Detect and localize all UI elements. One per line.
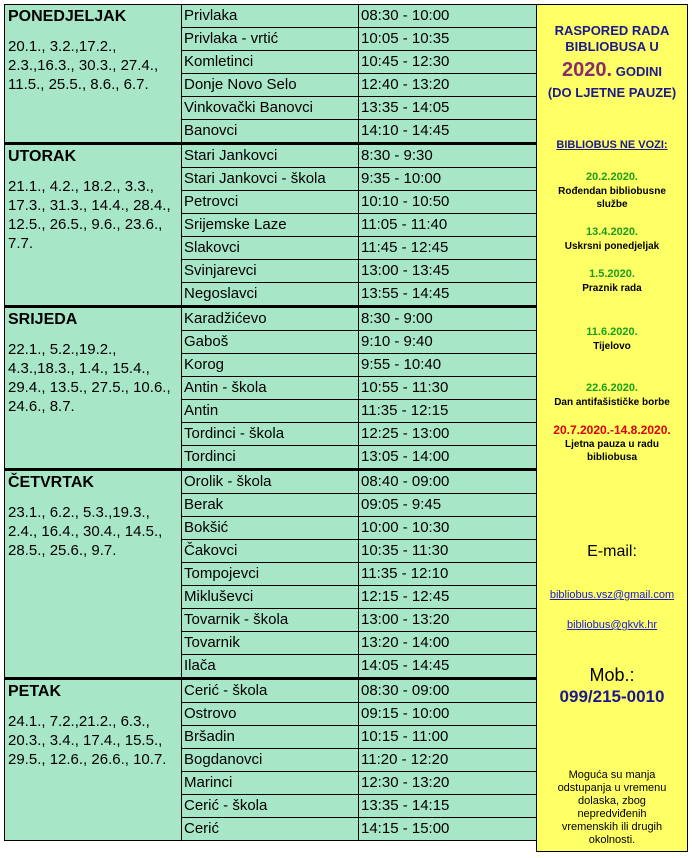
holiday-desc: Rođendan bibliobusne [558, 186, 666, 197]
holiday-desc: službe [596, 199, 628, 210]
email-link-gkvk[interactable]: bibliobus@gkvk.hr [566, 619, 658, 631]
day-cell [5, 679, 182, 841]
schedule-row [5, 144, 537, 168]
stop-time: 11:45 - 12:45 [359, 237, 537, 260]
stop-time: 12:15 - 12:45 [359, 586, 537, 609]
stop-location: Orolik - škola [182, 470, 359, 494]
stop-location: Korog [182, 354, 359, 377]
stop-location: Bokšić [182, 517, 359, 540]
stop-location: Tompojevci [182, 563, 359, 586]
day-cell [5, 144, 182, 307]
email-heading: E-mail: [587, 543, 637, 560]
stop-location: Čakovci [182, 540, 359, 563]
stop-location: Srijemske Laze [182, 214, 359, 237]
day-name: PONEDJELJAK [8, 8, 127, 25]
stop-location: Donje Novo Selo [182, 74, 359, 97]
stop-location: Mikluševci [182, 586, 359, 609]
note-line: Moguća su manja [568, 769, 656, 781]
stop-time: 13:35 - 14:05 [359, 97, 537, 120]
stop-time: 11:05 - 11:40 [359, 214, 537, 237]
holiday-desc: Dan antifašističke borbe [554, 397, 670, 408]
panel-year: 2020. [562, 59, 613, 81]
phone-number: 099/215-0010 [559, 687, 665, 706]
stop-location: Negoslavci [182, 283, 359, 307]
stop-time: 09:05 - 9:45 [359, 494, 537, 517]
stop-location: Ilača [182, 655, 359, 679]
stop-location: Ostrovo [182, 703, 359, 726]
stop-time: 09:15 - 10:00 [359, 703, 537, 726]
stop-location: Tovarnik [182, 632, 359, 655]
stop-time: 9:35 - 10:00 [359, 168, 537, 191]
stop-location: Bogdanovci [182, 749, 359, 772]
stop-time: 13:55 - 14:45 [359, 283, 537, 307]
stop-time: 10:15 - 11:00 [359, 726, 537, 749]
day-name: ČETVRTAK [8, 474, 94, 491]
stop-location: Cerić - škola [182, 679, 359, 703]
stop-location: Slakovci [182, 237, 359, 260]
panel-title-line2: BIBLIOBUSA U [565, 39, 659, 54]
holiday-desc: Ljetna pauza u radu [565, 439, 659, 450]
schedule-row [5, 679, 537, 703]
stop-time: 9:55 - 10:40 [359, 354, 537, 377]
schedule-row [5, 470, 537, 494]
panel-title-line3 [537, 59, 687, 81]
stop-location: Petrovci [182, 191, 359, 214]
note-line: vremenskih ili drugih [561, 821, 663, 833]
holiday-date: 20.2.2020. [586, 171, 638, 183]
note-line: odstupanja u vremenu [557, 782, 667, 794]
holiday-desc: bibliobusa [587, 452, 637, 463]
stop-location: Marinci [182, 772, 359, 795]
stop-time: 9:10 - 9:40 [359, 331, 537, 354]
holiday-desc: Praznik rada [582, 283, 642, 294]
stop-time: 14:10 - 14:45 [359, 120, 537, 144]
holiday-date: 22.6.2020. [586, 382, 638, 394]
day-cell [5, 307, 182, 470]
holiday-date: 11.6.2020. [586, 326, 638, 338]
holiday-date: 13.4.2020. [586, 226, 638, 238]
mob-label: Mob.: [589, 665, 635, 685]
stop-location: Antin - škola [182, 377, 359, 400]
stop-location: Tovarnik - škola [182, 609, 359, 632]
stop-location: Cerić [182, 818, 359, 841]
stop-location: Stari Jankovci [182, 144, 359, 168]
holiday-date: 1.5.2020. [589, 268, 635, 280]
day-dates: 23.1., 6.2., 5.3.,19.3., 2.4., 16.4., 30.4., 14.5., 28.5., 25.6., 9.7. [8, 504, 163, 559]
stop-location: Stari Jankovci - škola [182, 168, 359, 191]
note-line: okolnosti. [588, 834, 636, 846]
panel-title-line4: (DO LJETNE PAUZE) [547, 85, 677, 100]
holiday-desc: Uskrsni ponedjeljak [564, 241, 660, 252]
day-cell [5, 5, 182, 144]
stop-time: 12:30 - 13:20 [359, 772, 537, 795]
stop-time: 10:10 - 10:50 [359, 191, 537, 214]
stop-time: 11:35 - 12:15 [359, 400, 537, 423]
stop-location: Banovci [182, 120, 359, 144]
stop-time: 13:35 - 14:15 [359, 795, 537, 818]
holiday-date: 20.7.2020.-14.8.2020. [553, 423, 671, 437]
schedule-row [5, 307, 537, 331]
stop-location: Bršadin [182, 726, 359, 749]
day-dates: 21.1., 4.2., 18.2., 3.3., 17.3., 31.3., 14.4., 28.4., 12.5., 26.5., 9.6., 23.6., 7.7. [8, 178, 171, 252]
stop-time: 08:30 - 09:00 [359, 679, 537, 703]
day-name: SRIJEDA [8, 311, 78, 328]
stop-time: 8:30 - 9:30 [359, 144, 537, 168]
stop-time: 10:45 - 12:30 [359, 51, 537, 74]
note-line: dolaska, zbog [578, 795, 646, 807]
info-panel [536, 4, 688, 852]
stop-location: Privlaka - vrtić [182, 28, 359, 51]
stop-time: 08:40 - 09:00 [359, 470, 537, 494]
stop-time: 13:20 - 14:00 [359, 632, 537, 655]
stop-location: Karadžićevo [182, 307, 359, 331]
stop-location: Tordinci - škola [182, 423, 359, 446]
stop-location: Gaboš [182, 331, 359, 354]
stop-time: 10:35 - 11:30 [359, 540, 537, 563]
stop-time: 10:00 - 10:30 [359, 517, 537, 540]
stop-time: 08:30 - 10:00 [359, 5, 537, 28]
panel-title-line1: RASPORED RADA [554, 23, 670, 38]
stop-time: 12:25 - 13:00 [359, 423, 537, 446]
stop-location: Svinjarevci [182, 260, 359, 283]
stop-time: 14:05 - 14:45 [359, 655, 537, 679]
stop-time: 13:00 - 13:20 [359, 609, 537, 632]
ne-vozi-heading: BIBLIOBUS NE VOZI: [556, 139, 668, 151]
stop-time: 10:55 - 11:30 [359, 377, 537, 400]
schedule-row [5, 5, 537, 28]
note-line: nepredviđenih [577, 808, 647, 820]
stop-location: Cerić - škola [182, 795, 359, 818]
email-link-gmail[interactable]: bibliobus.vsz@gmail.com [549, 589, 675, 601]
day-name: UTORAK [8, 148, 77, 165]
stop-location: Privlaka [182, 5, 359, 28]
day-dates: 24.1., 7.2.,21.2., 6.3., 20.3., 3.4., 17.4., 15.5., 29.5., 12.6., 26.6., 10.7. [8, 713, 167, 768]
day-dates: 22.1., 5.2.,19.2., 4.3.,18.3., 1.4., 15.4., 29.4., 13.5., 27.5., 10.6., 24.6., 8.7. [8, 341, 171, 415]
day-dates: 20.1., 3.2.,17.2., 2.3.,16.3., 30.3., 27.4., 11.5., 25.5., 8.6., 6.7. [8, 38, 159, 93]
stop-location: Komletinci [182, 51, 359, 74]
stop-time: 10:05 - 10:35 [359, 28, 537, 51]
stop-time: 12:40 - 13:20 [359, 74, 537, 97]
stop-location: Antin [182, 400, 359, 423]
holiday-desc: Tijelovo [593, 341, 631, 352]
stop-location: Berak [182, 494, 359, 517]
stop-location: Vinkovački Banovci [182, 97, 359, 120]
stop-time: 11:20 - 12:20 [359, 749, 537, 772]
stop-time: 13:05 - 14:00 [359, 446, 537, 470]
day-cell [5, 470, 182, 679]
stop-time: 13:00 - 13:45 [359, 260, 537, 283]
disclaimer-note [537, 769, 687, 847]
panel-godini: GODINI [615, 64, 662, 79]
stop-time: 11:35 - 12:10 [359, 563, 537, 586]
stop-location: Tordinci [182, 446, 359, 470]
stop-time: 14:15 - 15:00 [359, 818, 537, 841]
day-name: PETAK [8, 683, 62, 700]
schedule-table [4, 4, 537, 841]
stop-time: 8:30 - 9:00 [359, 307, 537, 331]
